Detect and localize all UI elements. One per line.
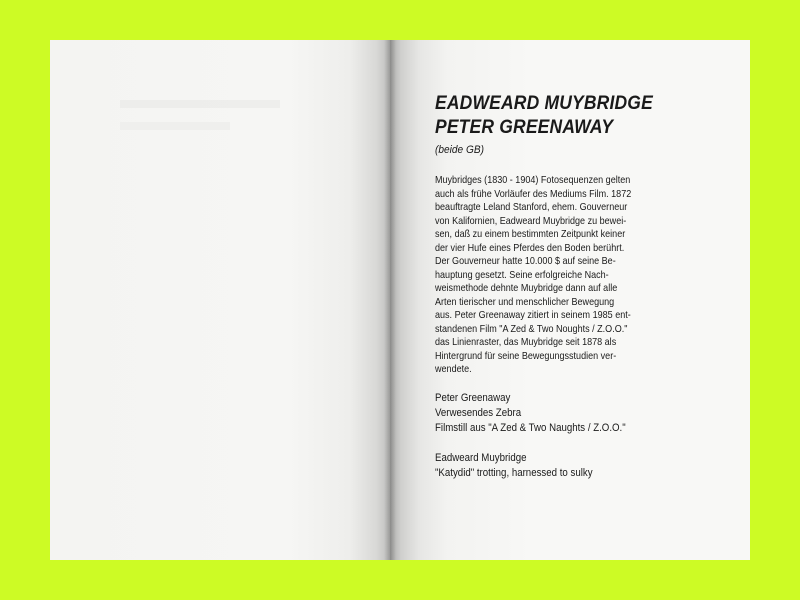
caption-line: Filmstill aus "A Zed & Two Naughts / Z.O.O." xyxy=(435,421,626,434)
show-through-text xyxy=(120,96,300,146)
page-content xyxy=(435,92,735,496)
body-line: Hintergrund für seine Bewegungsstudien ver- xyxy=(435,349,617,362)
body-line: Arten tierischer und menschlicher Bewegung xyxy=(435,295,615,308)
body-line: weismethode dehnte Muybridge dann auf alle xyxy=(435,282,618,294)
body-line: sen, daß zu einem bestimmten Zeitpunkt keiner xyxy=(435,228,626,240)
body-line: auch als frühe Vorläufer des Mediums Film. 1872 xyxy=(435,187,632,200)
body-line: hauptung gesetzt. Seine erfolgreiche Nach- xyxy=(435,268,609,281)
left-page xyxy=(50,40,390,560)
subtitle: (beide GB) xyxy=(435,144,484,156)
caption-greenaway xyxy=(435,391,664,436)
caption-section xyxy=(435,391,664,481)
caption-line: Eadweard Muybridge xyxy=(435,451,527,464)
body-line: standenen Film "A Zed & Two Noughts / Z.O.O." xyxy=(435,322,628,335)
book-gutter xyxy=(384,40,396,560)
body-line: wendete. xyxy=(435,363,472,375)
body-line: aus. Peter Greenaway zitiert in seinem 1985 ent- xyxy=(435,309,631,321)
body-line: beauftragte Leland Stanford, ehem. Gouverneur xyxy=(435,201,628,213)
body-line: Der Gouverneur hatte 10.000 $ auf seine Be- xyxy=(435,255,616,267)
body-paragraph xyxy=(435,174,654,377)
title-line-2: PETER GREENAWAY xyxy=(435,117,614,138)
body-line: Muybridges (1830 - 1904) Fotosequenzen gelten xyxy=(435,174,631,186)
body-line: von Kalifornien, Eadweard Muybridge zu bewei- xyxy=(435,214,627,227)
caption-line: Verwesendes Zebra xyxy=(435,406,522,419)
body-line: das Linienraster, das Muybridge seit 1878 als xyxy=(435,336,617,348)
title-line-1: EADWEARD MUYBRIDGE xyxy=(435,93,653,114)
caption-line: "Katydid" trotting, harnessed to sulky xyxy=(435,466,593,479)
caption-muybridge xyxy=(435,451,664,481)
caption-line: Peter Greenaway xyxy=(435,391,511,404)
body-line: der vier Hufe eines Pferdes den Boden berührt. xyxy=(435,241,625,254)
